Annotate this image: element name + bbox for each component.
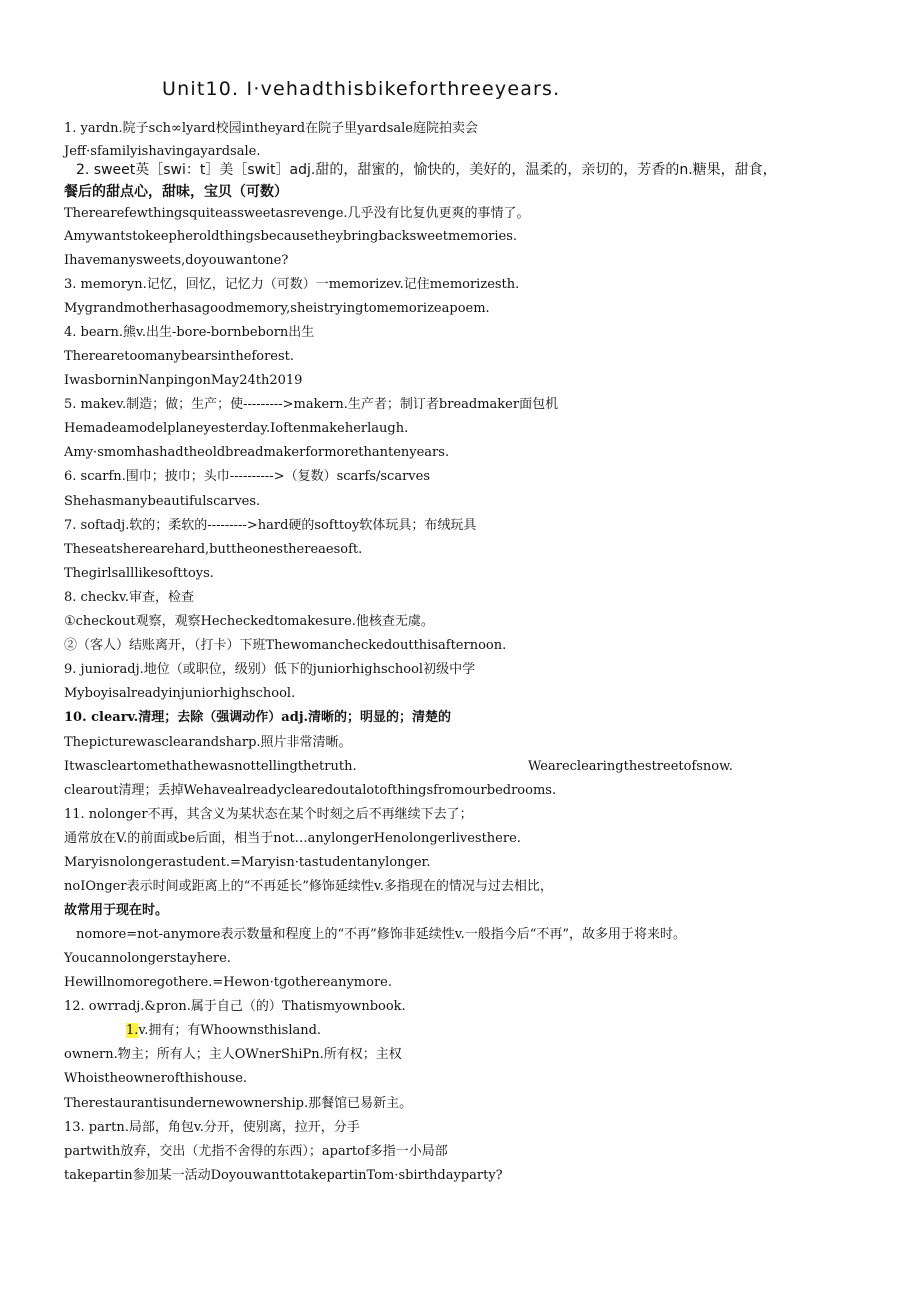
example-line: IwasborninNanpingonMay24th2019 [64, 373, 303, 388]
sense-line [126, 1022, 321, 1040]
example-line: Therestaurantisundernewownership.那餐馆已易新主。 [64, 1096, 413, 1111]
usage-line: ①checkout观察，观察Hecheckedtomakesure.他核查无虞。 [64, 614, 434, 629]
example-line: Maryisnolongerastudent.=Maryisn·tastudentanylonger. [64, 855, 431, 870]
example-line: Itwascleartomethathewasnottellingthetruth. [64, 759, 357, 774]
example-line: Youcannolongerstayhere. [64, 951, 231, 966]
usage-line: ②（客人）结账离开，（打卡）下班Thewomancheckedoutthisafternoon. [64, 638, 507, 653]
usage-line: clearout清理；丢掉Wehavealreadyclearedoutalotofthingsfromourbedrooms. [64, 783, 557, 798]
example-line: Whoistheownerofthishouse. [64, 1071, 248, 1086]
vocab-line-2-sweet: 2. sweet英［swi：t］美［swit］adj.甜的，甜蜜的，愉快的，美好的，温柔的，亲切的，芳香的n.糖果，甜食， [76, 162, 777, 178]
usage-line: partwith放弃，交出（尤指不舍得的东西）；apartof多指一小局部 [64, 1144, 448, 1159]
vocab-line-5-make: 5. makev.制造；做；生产；使--------->makern.生产者；制订者breadmaker面包机 [64, 397, 559, 412]
vocab-line-7-soft: 7. softadj.软的；柔软的--------->hard硬的softtoy软体玩具；布绒玩具 [64, 518, 477, 533]
example-line: Ihavemanysweets,doyouwantone? [64, 253, 289, 268]
example-line: Amywantstokeepheroldthingsbecausetheybringbacksweetmemories. [64, 229, 518, 244]
example-line: Amy·smomhashadtheoldbreadmakerformorethantenyears. [64, 445, 450, 460]
vocab-line-3-memory: 3. memoryn.记忆，回忆，记忆力（可数）一memorizev.记住memorizesth. [64, 277, 520, 292]
definition-line: 餐后的甜点心，甜味，宝贝（可数） [64, 184, 288, 200]
example-line: Jeff·sfamilyishavingayardsale. [64, 144, 261, 159]
vocab-line-11-nolonger: 11. nolonger不再，其含义为某状态在某个时刻之后不再继续下去了； [64, 807, 473, 822]
example-line: Weareclearingthestreetofsnow. [528, 759, 733, 774]
example-line: Hewillnomoregothere.=Hewon·tgothereanymore. [64, 975, 392, 990]
vocab-line-8-check: 8. checkv.审查，检查 [64, 590, 194, 605]
usage-line: takepartin参加某一活动DoyouwanttotakepartinTom·sbirthdayparty? [64, 1168, 503, 1183]
usage-line: ownern.物主；所有人；主人OWnerShiPn.所有权；主权 [64, 1047, 402, 1062]
vocab-line-13-part: 13. partn.局部，角包v.分开，使别离，拉开，分手 [64, 1120, 360, 1135]
usage-line: 通常放在V.的前面或be后面，相当于not…anylongerHenolongerlivesthere. [64, 831, 521, 846]
vocab-line-6-scarf: 6. scarfn.围巾；披巾；头巾---------->（复数）scarfs/scarves [64, 469, 430, 484]
example-line: Therearetoomanybearsintheforest. [64, 349, 295, 364]
usage-line: nomore=not-anymore表示数量和程度上的“不再”修饰非延续性v.一般指今后“不再”，故多用于将来时。 [76, 927, 687, 942]
vocab-line-10-clear: 10. clearv.清理；去除（强调动作）adj.清晰的；明显的；清楚的 [64, 710, 452, 725]
example-line: Shehasmanybeautifulscarves. [64, 494, 261, 509]
example-line: Myboyisalreadyinjuniorhighschool. [64, 686, 296, 701]
example-line: Hemadeamodelplaneyesterday.Ioftenmakeherlaugh. [64, 421, 409, 436]
example-line: Thepicturewasclearandsharp.照片非常清晰。 [64, 735, 352, 750]
highlighted-number: 1. [126, 1023, 139, 1038]
example-line: Theseatsherearehard,buttheonesthereaesoft. [64, 542, 363, 557]
example-line: Mygrandmotherhasagoodmemory,sheistryingtomemorizeapoem. [64, 301, 490, 316]
usage-line: noIOnger表示时间或距离上的“不再延长”修饰延续性v.多指现在的情况与过去相比， [64, 879, 553, 894]
usage-line: 故常用于现在时。 [64, 903, 169, 918]
example-line: Thegirlsalllikesofttoys. [64, 566, 214, 581]
vocab-line-1-yard: 1. yardn.院子sch∞lyard校园intheyard在院子里yardsale庭院拍卖会 [64, 121, 478, 136]
example-line: Therearefewthingsquiteassweetasrevenge.几乎没有比复仇更爽的事情了。 [64, 206, 530, 221]
vocab-line-9-junior: 9. junioradj.地位（或职位，级别）低下的juniorhighschool初级中学 [64, 662, 476, 677]
vocab-line-12-own: 12. owrradj.&pron.属于自己（的）Thatismyownbook. [64, 999, 406, 1014]
vocab-line-4-bear: 4. bearn.熊v.出生-bore-bornbeborn出生 [64, 325, 315, 340]
unit-title: Unit10. I·vehadthisbikeforthreeyears. [162, 78, 561, 100]
sense-text: v.拥有；有Whoownsthisland. [138, 1023, 322, 1038]
